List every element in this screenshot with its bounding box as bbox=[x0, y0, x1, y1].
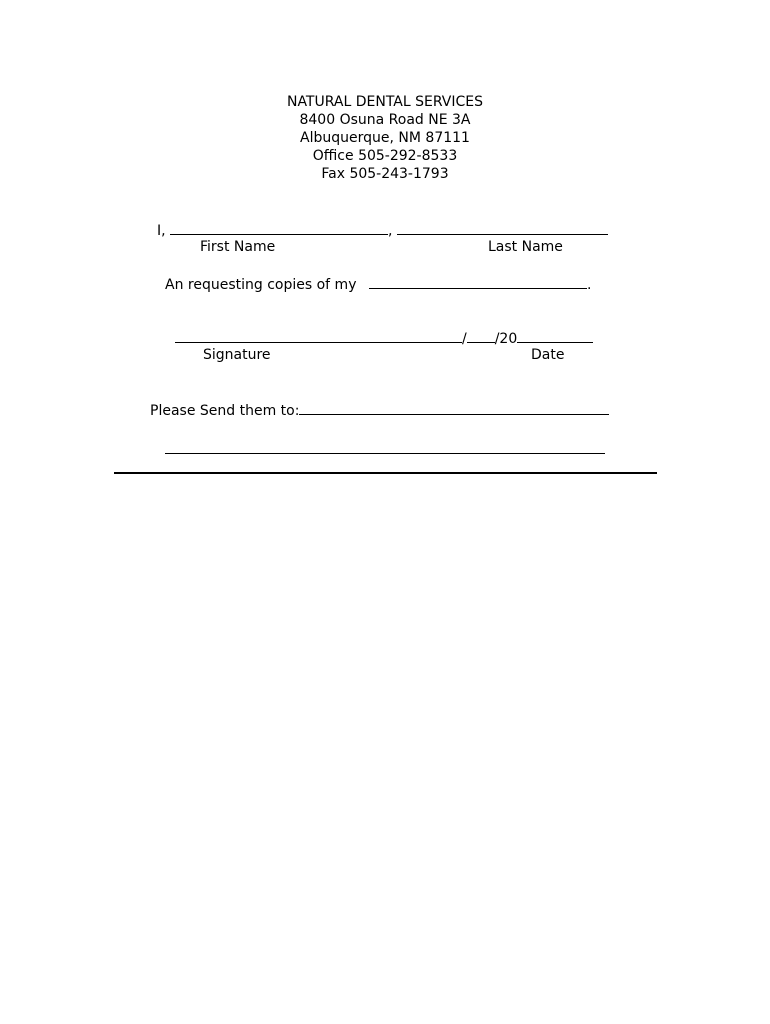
request-period: . bbox=[586, 277, 592, 293]
name-line bbox=[157, 220, 608, 240]
street-address: 8400 Osuna Road NE 3A bbox=[299, 112, 471, 128]
signature-label: Signature bbox=[203, 347, 271, 363]
separator-rule bbox=[114, 472, 657, 474]
letterhead bbox=[0, 93, 770, 183]
date-year-field[interactable] bbox=[517, 328, 593, 343]
fax-number: Fax 505-243-1793 bbox=[321, 166, 449, 182]
date-day-field[interactable] bbox=[467, 328, 495, 343]
first-name-field[interactable] bbox=[170, 220, 388, 235]
date-slash-2: /20 bbox=[494, 331, 518, 347]
send-to-line bbox=[150, 400, 609, 420]
records-requested-field[interactable] bbox=[369, 274, 587, 289]
name-prefix: I, bbox=[157, 223, 166, 239]
request-line bbox=[165, 274, 591, 294]
city-state-zip: Albuquerque, NM 87111 bbox=[300, 130, 470, 146]
send-to-address-field[interactable] bbox=[299, 400, 609, 415]
signature-date-line bbox=[175, 328, 593, 348]
send-to-text: Please Send them to: bbox=[150, 403, 300, 419]
request-text: An requesting copies of my bbox=[165, 277, 357, 293]
last-name-field[interactable] bbox=[397, 220, 608, 235]
first-name-label: First Name bbox=[200, 239, 276, 255]
last-name-label: Last Name bbox=[488, 239, 563, 255]
name-separator: , bbox=[388, 223, 393, 239]
send-to-address-field-2[interactable] bbox=[165, 453, 605, 454]
signature-field[interactable] bbox=[175, 328, 462, 343]
practice-name: NATURAL DENTAL SERVICES bbox=[286, 94, 484, 110]
date-slash-1: / bbox=[462, 331, 467, 347]
office-phone: Office 505-292-8533 bbox=[312, 148, 458, 164]
date-label: Date bbox=[531, 347, 565, 363]
